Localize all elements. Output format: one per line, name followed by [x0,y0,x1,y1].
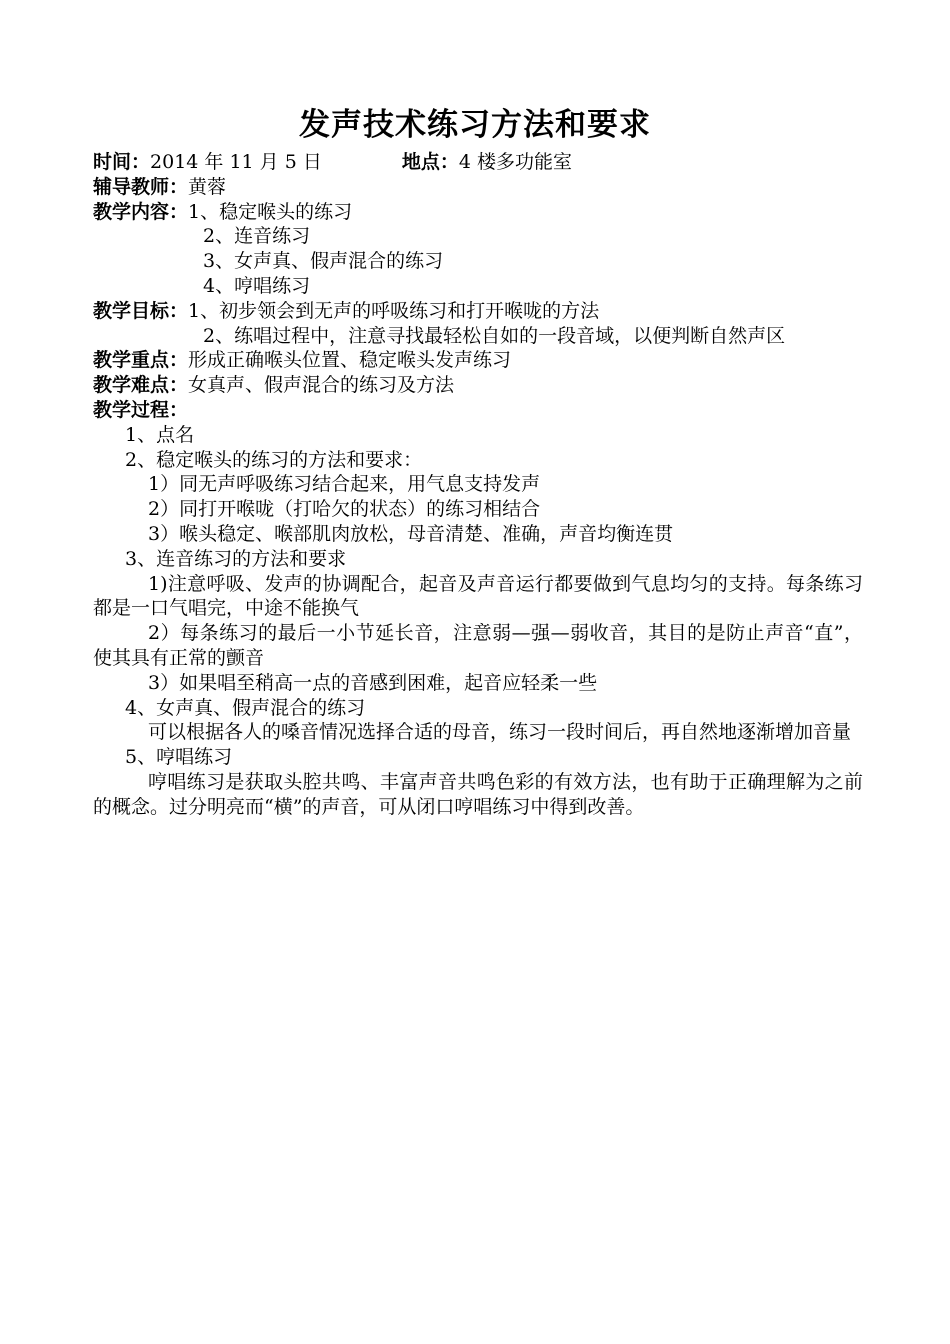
process-step: 5、哼唱练习 [125,746,233,769]
place-label: 地点： [401,151,459,173]
process-substep: 3）喉头稳定、喉部肌肉放松，母音清楚、准确，声音均衡连贯 [148,522,674,545]
time-place-row [93,150,863,175]
key-point-row [93,348,863,373]
difficulty-value: 女真声、假声混合的练习及方法 [188,374,455,397]
process-step: 1、点名 [125,423,195,446]
teacher-value: 黄蓉 [188,175,227,198]
process-substep: 1）同无声呼吸练习结合起来，用气息支持发声 [148,473,541,496]
goal-item: 2、练唱过程中，注意寻找最轻松自如的一段音域，以便判断自然声区 [203,324,786,347]
process-substep: 2）同打开喉咙（打哈欠的状态）的练习相结合 [148,498,541,521]
key-point-value: 形成正确喉头位置、稳定喉头发声练习 [188,349,512,372]
time-label: 时间： [93,151,151,173]
content-item: 1、稳定喉头的练习 [188,200,353,223]
document-body [93,150,863,820]
process-step: 2、稳定喉头的练习的方法和要求： [125,448,423,471]
difficulty-row [93,373,863,398]
process-step: 3、连音练习的方法和要求 [125,547,347,570]
process-paragraph: 2）每条练习的最后一小节延长音，注意弱—强—弱收音，其目的是防止声音“直”，使其具有正常的颤音 [93,622,863,669]
content-item: 3、女声真、假声混合的练习 [203,250,444,273]
teacher-label: 辅导教师： [93,175,189,198]
goal-item: 1、初步领会到无声的呼吸练习和打开喉咙的方法 [188,299,600,322]
goals-label: 教学目标： [93,299,189,322]
key-point-label: 教学重点： [93,349,189,372]
time-value: 2014 年 11 月 5 日 [150,151,322,173]
process-paragraph: 可以根据各人的嗓音情况选择合适的母音，练习一段时间后，再自然地逐渐增加音量 [148,721,852,744]
content-item: 4、哼唱练习 [203,274,311,297]
goals-row [93,299,863,324]
content-row [93,200,863,225]
process-paragraph: 哼唱练习是获取头腔共鸣、丰富声音共鸣色彩的有效方法，也有助于正确理解为之前的概念。过分明亮而“横”的声音，可从闭口哼唱练习中得到改善。 [93,770,863,818]
difficulty-label: 教学难点： [93,374,189,397]
teacher-row [93,175,863,200]
content-item: 2、连音练习 [203,225,311,248]
content-label: 教学内容： [93,200,189,223]
process-substep: 3）如果唱至稍高一点的音感到困难，起音应轻柔一些 [148,671,598,694]
process-paragraph: 1)注意呼吸、发声的协调配合，起音及声音运行都要做到气息均匀的支持。每条练习都是一口气唱完，中途不能换气 [93,572,863,620]
document-title: 发声技术练习方法和要求 [299,107,651,143]
process-label: 教学过程： [93,398,189,421]
process-row [93,398,863,423]
process-step: 4、女声真、假声混合的练习 [125,696,366,719]
place-value: 4 楼多功能室 [458,151,572,173]
